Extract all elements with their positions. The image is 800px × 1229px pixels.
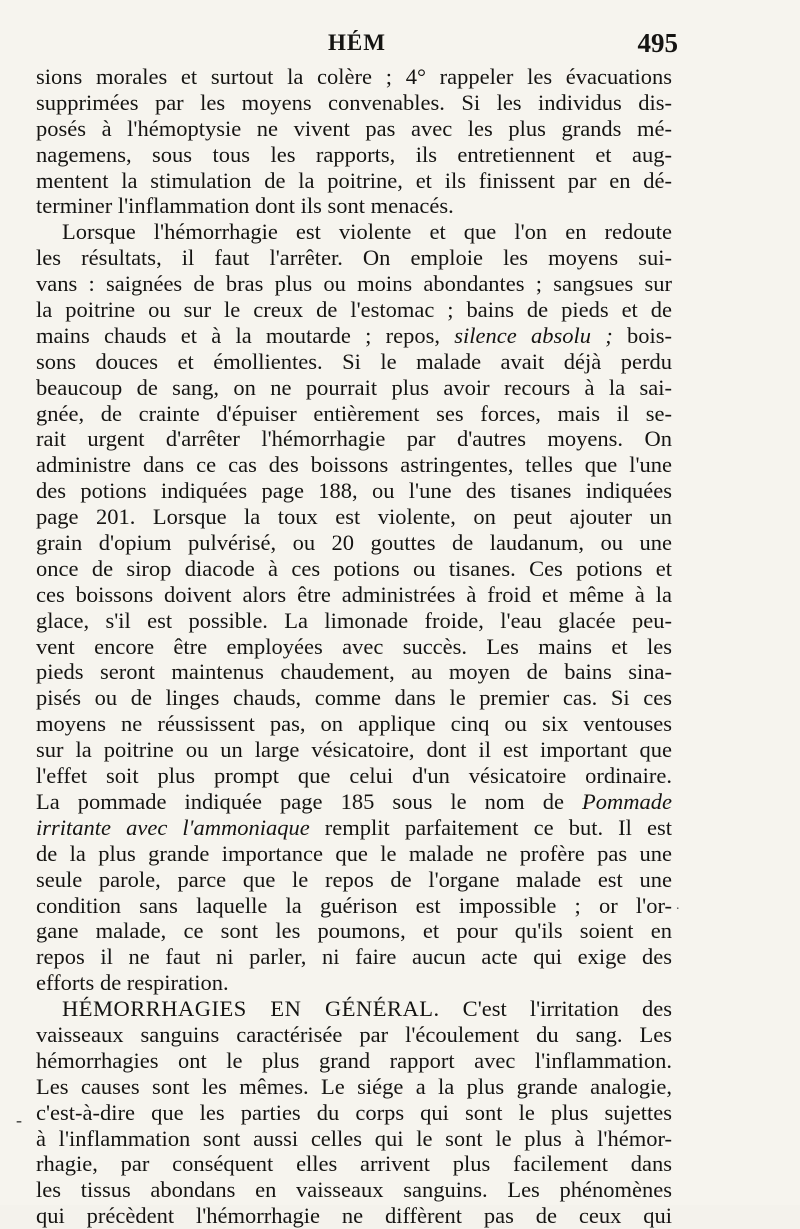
text-segment: once de sirop diacode à ces potions ou tisanes. Ces potions et — [36, 555, 672, 581]
text-line — [36, 867, 672, 893]
text-segment: condition sans laquelle la guérison est impossible ; or l'or- — [36, 892, 672, 918]
text-line — [36, 375, 672, 401]
text-line — [36, 504, 672, 530]
text-line — [36, 970, 672, 996]
text-segment: Lorsque l'hémorrhagie est violente et que l'on en redoute — [62, 219, 672, 245]
text-segment: de la plus grande importance que le malade ne profère pas une — [36, 840, 672, 866]
text-line — [36, 711, 672, 737]
margin-dash-mark: - — [16, 1110, 22, 1130]
text-segment: rait urgent d'arrêter l'hémorrhagie par d'autres moyens. On — [36, 426, 672, 452]
text-segment: remplit parfaitement ce but. Il est — [309, 814, 672, 840]
text-line — [36, 219, 672, 245]
text-line — [36, 789, 672, 815]
text-segment: C'est l'irritation des — [439, 996, 672, 1022]
italic-text: irritante avec l'ammoniaque — [36, 814, 310, 840]
text-segment: sions morales et surtout la colère ; 4° rappeler les évacuations — [36, 64, 672, 89]
text-segment: supprimées par les moyens convenables. Si les individus dis- — [36, 89, 672, 115]
text-segment: mentent la stimulation de la poitrine, et ils finissent par en dé- — [36, 167, 672, 193]
text-segment: les résultats, il faut l'arrêter. On emploie les moyens sui- — [36, 245, 672, 271]
text-line — [36, 64, 672, 90]
text-line — [36, 401, 672, 427]
text-segment: ces boissons doivent alors être administrées à froid et même à la — [36, 581, 672, 607]
text-segment: la poitrine ou sur le creux de l'estomac ; bains de pieds et de — [36, 297, 672, 323]
text-line — [36, 737, 672, 763]
text-line — [36, 478, 672, 504]
text-line — [36, 1151, 672, 1177]
text-segment: mains chauds et à la moutarde ; repos, — [36, 322, 455, 348]
text-segment: glace, s'il est possible. La limonade froide, l'eau glacée peu- — [36, 607, 672, 633]
text-segment: gnée, de crainte d'épuiser entièrement ses forces, mais il se- — [36, 400, 672, 426]
text-line — [36, 918, 672, 944]
text-line — [36, 297, 672, 323]
text-line — [36, 323, 672, 349]
text-line — [36, 996, 672, 1022]
text-line — [36, 944, 672, 970]
text-segment: moyens ne réussissent pas, on applique cinq ou six ventouses — [36, 711, 672, 737]
text-line — [36, 608, 672, 634]
text-line — [36, 530, 672, 556]
text-line — [36, 1100, 672, 1126]
text-segment: grain d'opium pulvérisé, ou 20 gouttes de laudanum, ou une — [36, 530, 672, 556]
text-line — [36, 1126, 672, 1152]
text-segment: à l'inflammation sont aussi celles qui le sont le plus à l'hémor- — [36, 1125, 672, 1151]
section-heading: HÉMORRHAGIES EN GÉNÉRAL. — [62, 996, 440, 1022]
text-segment: qui précèdent l'hémorrhagie ne diffèrent pas de ceux qui — [36, 1203, 672, 1229]
text-segment: hémorrhagies ont le plus grand rapport avec l'inflammation. — [36, 1047, 672, 1073]
text-line — [36, 815, 672, 841]
text-segment: seule parole, parce que le repos de l'organe malade est une — [36, 866, 672, 892]
text-line — [36, 685, 672, 711]
text-line — [36, 90, 672, 116]
text-line — [36, 142, 672, 168]
text-line — [36, 841, 672, 867]
text-line — [36, 168, 672, 194]
text-line — [36, 452, 672, 478]
text-line — [36, 1074, 672, 1100]
text-line — [36, 245, 672, 271]
text-line — [36, 116, 672, 142]
text-segment: les tissus abondans en vaisseaux sanguins. Les phénomènes — [36, 1177, 672, 1203]
text-segment: c'est-à-dire que les parties du corps qui sont le plus sujettes — [36, 1099, 672, 1125]
text-segment: rhagie, par conséquent elles arrivent plus facilement dans — [36, 1151, 672, 1177]
text-line — [36, 1177, 672, 1203]
text-segment: l'effet soit plus prompt que celui d'un vésicatoire ordinaire. — [36, 763, 672, 789]
margin-dot-mark: . — [676, 898, 680, 913]
text-line — [36, 893, 672, 919]
text-segment: sons douces et émollientes. Si le malade avait déjà perdu — [36, 348, 672, 374]
text-line — [36, 349, 672, 375]
italic-text: Pommade — [582, 788, 672, 814]
text-segment: bois- — [612, 322, 672, 348]
text-segment: beaucoup de sang, on ne pourrait plus avoir recours à la sai- — [36, 374, 672, 400]
body-text — [36, 64, 672, 1229]
page-number: 495 — [637, 28, 678, 58]
text-segment: administre dans ce cas des boissons astringentes, telles que l'une — [36, 452, 672, 478]
text-segment: pieds seront maintenus chaudement, au moyen de bains sina- — [36, 659, 672, 685]
text-segment: sur la poitrine ou un large vésicatoire, dont il est important que — [36, 737, 672, 763]
text-line — [36, 659, 672, 685]
text-segment: efforts de respiration. — [36, 970, 229, 996]
text-segment: terminer l'inflammation dont ils sont menacés. — [36, 193, 454, 219]
text-segment: nagemens, sous tous les rapports, ils entretiennent et aug- — [36, 141, 672, 167]
text-segment: gane malade, ce sont les poumons, et pour qu'ils soient en — [36, 918, 672, 944]
italic-text: silence absolu ; — [454, 322, 613, 348]
text-segment: vaisseaux sanguins caractérisée par l'écoulement du sang. Les — [36, 1021, 672, 1047]
text-line — [36, 271, 672, 297]
text-segment: La pommade indiquée page 185 sous le nom de — [36, 788, 583, 814]
text-segment: page 201. Lorsque la toux est violente, on peut ajouter un — [36, 504, 672, 530]
text-line — [36, 1048, 672, 1074]
text-line — [36, 582, 672, 608]
text-line — [36, 426, 672, 452]
text-line — [36, 634, 672, 660]
text-segment: posés à l'hémoptysie ne vivent pas avec les plus grands mé- — [36, 115, 672, 141]
text-line — [36, 193, 672, 219]
running-head: HÉM — [328, 30, 386, 55]
text-segment: Les causes sont les mêmes. Le siége a la plus grande analogie, — [36, 1073, 672, 1099]
text-line — [36, 556, 672, 582]
text-line — [36, 763, 672, 789]
text-line — [36, 1203, 672, 1229]
text-line — [36, 1022, 672, 1048]
text-segment: des potions indiquées page 188, ou l'une des tisanes indiquées — [36, 478, 672, 504]
page-header — [36, 26, 678, 66]
text-segment: repos il ne faut ni parler, ni faire aucun acte qui exige des — [36, 944, 672, 970]
text-segment: pisés ou de linges chauds, comme dans le premier cas. Si ces — [36, 685, 672, 711]
text-segment: vans : saignées de bras plus ou moins abondantes ; sangsues sur — [36, 271, 672, 297]
text-segment: vent encore être employées avec succès. Les mains et les — [36, 633, 672, 659]
